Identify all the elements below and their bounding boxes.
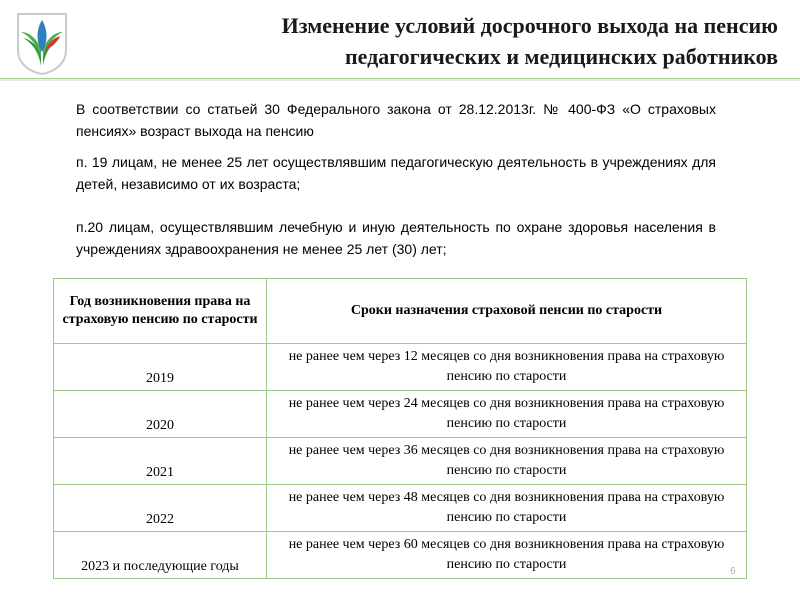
item-19-paragraph: п. 19 лицам, не менее 25 лет осуществлявшим педагогическую деятельность в учреждениях для детей, независимо от их возраста;	[76, 154, 716, 192]
pension-terms-table	[53, 278, 747, 579]
page-title	[98, 10, 778, 72]
intro-paragraph: В соответствии со статьей 30 Федерального закона от 28.12.2013г. № 400-ФЗ «О страховых пенсиях» возраст выхода на пенсию	[76, 101, 716, 139]
slide-number: 6	[730, 566, 736, 577]
table-row	[54, 344, 747, 391]
year-cell: 2019	[54, 344, 267, 391]
year-cell: 2020	[54, 391, 267, 438]
item-20-paragraph: п.20 лицам, осуществлявшим лечебную и иную деятельность по охране здоровья населения в учреждениях здравоохранения не менее 25 лет (30) лет;	[76, 219, 716, 257]
table-header-row	[54, 279, 747, 344]
term-cell: не ранее чем через 24 месяцев со дня возникновения права на страховую пенсию по старости	[267, 391, 747, 438]
title-divider	[0, 78, 800, 81]
year-cell: 2023 и последующие годы	[54, 532, 267, 579]
term-cell: не ранее чем через 60 месяцев со дня возникновения права на страховую пенсию по старости	[267, 532, 747, 579]
table-row	[54, 532, 747, 579]
year-cell: 2022	[54, 485, 267, 532]
table-row	[54, 485, 747, 532]
title-line-2: педагогических и медицинских работников	[344, 44, 778, 69]
union-logo-icon	[14, 10, 70, 76]
year-cell: 2021	[54, 438, 267, 485]
header-year: Год возникновения права на страховую пенсию по старости	[54, 279, 267, 344]
title-line-1: Изменение условий досрочного выхода на пенсию	[281, 13, 778, 38]
term-cell: не ранее чем через 12 месяцев со дня возникновения права на страховую пенсию по старости	[267, 344, 747, 391]
table-row	[54, 438, 747, 485]
table-row	[54, 391, 747, 438]
term-cell: не ранее чем через 36 месяцев со дня возникновения права на страховую пенсию по старости	[267, 438, 747, 485]
header-term: Сроки назначения страховой пенсии по старости	[267, 279, 747, 344]
term-cell: не ранее чем через 48 месяцев со дня возникновения права на страховую пенсию по старости	[267, 485, 747, 532]
